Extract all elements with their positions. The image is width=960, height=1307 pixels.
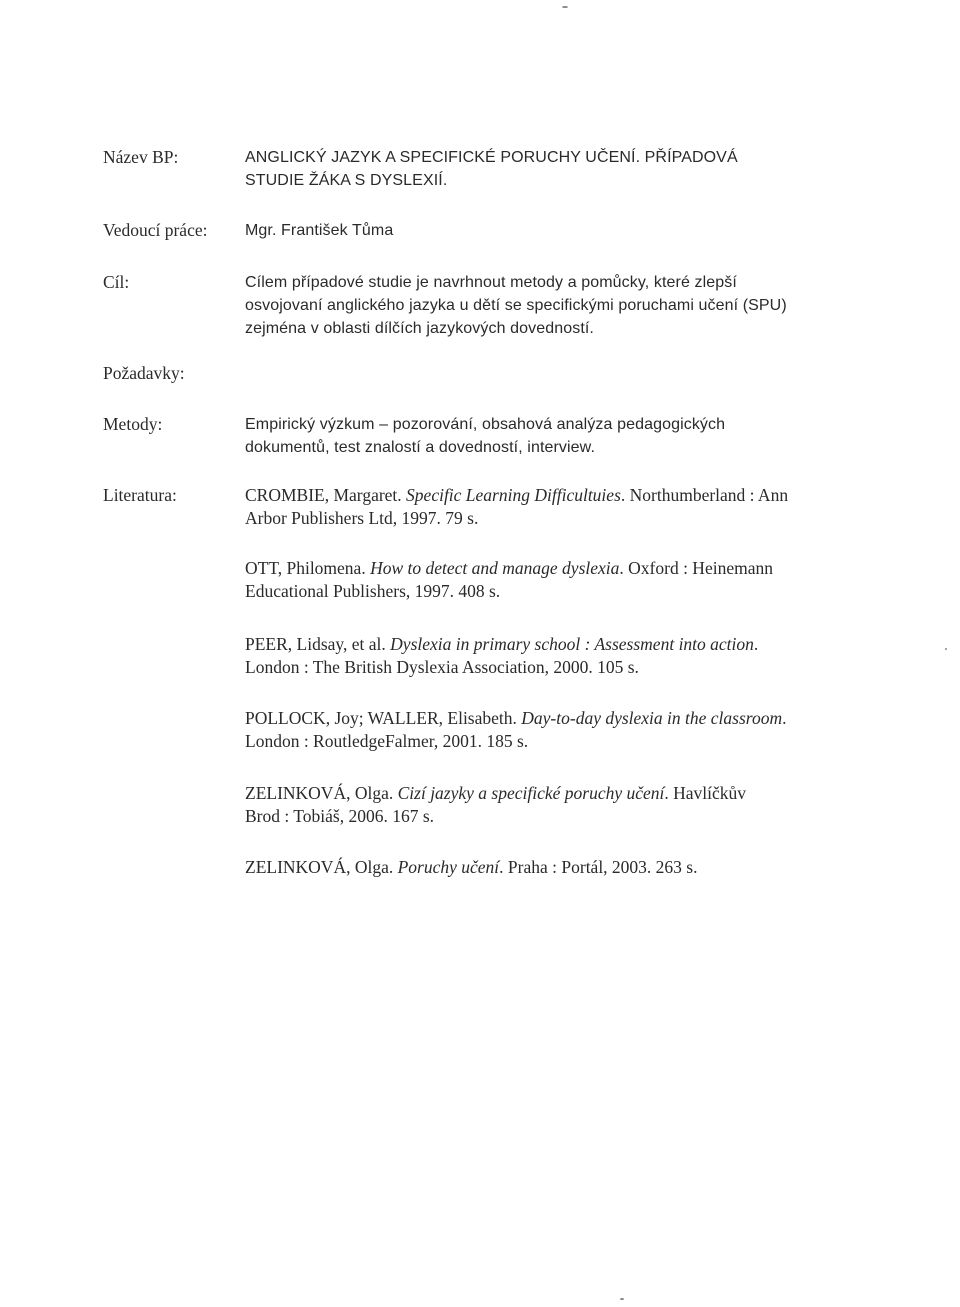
ref-publisher: . bbox=[753, 634, 759, 654]
ref-line2: London : The British Dyslexia Association, 2000. 105 s. bbox=[245, 657, 639, 677]
ref-publisher: . Oxford : Heinemann bbox=[619, 558, 773, 578]
goal-line3: zejména v oblasti dílčích jazykových dovedností. bbox=[245, 320, 594, 337]
ref-publisher: . bbox=[782, 708, 787, 728]
thesis-title bbox=[245, 146, 885, 192]
reference-item bbox=[245, 633, 885, 679]
ref-title: Poruchy učení bbox=[397, 857, 500, 877]
reference-item bbox=[245, 484, 885, 530]
ref-publisher: . Praha : Portál, 2003. 263 s. bbox=[499, 857, 698, 877]
ref-title: Cizí jazyky a specifické poruchy učení bbox=[397, 783, 665, 803]
methods-line1: Empirický výzkum – pozorování, obsahová analýza pedagogických bbox=[245, 416, 726, 433]
methods-text bbox=[245, 413, 885, 459]
label-metody: Metody: bbox=[103, 414, 163, 434]
ref-author: POLLOCK, Joy; WALLER, Elisabeth. bbox=[245, 708, 522, 728]
ref-publisher: . Northumberland : Ann bbox=[620, 485, 789, 505]
ref-author: CROMBIE, Margaret. bbox=[245, 485, 407, 505]
supervisor: Mgr. František Tůma bbox=[245, 222, 394, 239]
scan-speck bbox=[620, 1298, 624, 1300]
scan-speck bbox=[562, 6, 568, 8]
label-literatura: Literatura: bbox=[103, 485, 177, 505]
ref-line2: London : RoutledgeFalmer, 2001. 185 s. bbox=[245, 731, 529, 751]
ref-publisher: . Havlíčkův bbox=[664, 783, 747, 803]
ref-author: OTT, Philomena. bbox=[245, 558, 371, 578]
label-vedouci: Vedoucí práce: bbox=[103, 220, 208, 240]
ref-title: How to detect and manage dyslexia bbox=[370, 558, 620, 578]
reference-item bbox=[245, 557, 885, 603]
ref-title: Specific Learning Difficultuies bbox=[406, 485, 621, 505]
goal-line1: Cílem případové studie je navrhnout metody a pomůcky, které zlepší bbox=[245, 274, 737, 291]
label-pozadavky: Požadavky: bbox=[103, 363, 185, 383]
reference-item bbox=[245, 782, 885, 828]
ref-title: Day-to-day dyslexia in the classroom bbox=[521, 708, 783, 728]
reference-item bbox=[245, 856, 885, 879]
ref-author: ZELINKOVÁ, Olga. bbox=[245, 857, 398, 877]
ref-line2: Educational Publishers, 1997. 408 s. bbox=[245, 581, 501, 601]
label-nazev: Název BP: bbox=[103, 147, 179, 167]
ref-line2: Arbor Publishers Ltd, 1997. 79 s. bbox=[245, 508, 479, 528]
goal-line2: osvojovaní anglického jazyka u dětí se specifickými poruchami učení (SPU) bbox=[245, 297, 787, 314]
scan-speck bbox=[945, 648, 947, 650]
reference-item bbox=[245, 707, 885, 753]
methods-line2: dokumentů, test znalostí a dovedností, interview. bbox=[245, 439, 595, 456]
ref-author: ZELINKOVÁ, Olga. bbox=[245, 783, 398, 803]
ref-title: Dyslexia in primary school : Assessment into action bbox=[390, 634, 754, 654]
ref-author: PEER, Lidsay, et al. bbox=[245, 634, 391, 654]
goal-text bbox=[245, 271, 885, 340]
thesis-title-line2: STUDIE ŽÁKA S DYSLEXIÍ. bbox=[245, 172, 448, 189]
ref-line2: Brod : Tobiáš, 2006. 167 s. bbox=[245, 806, 435, 826]
label-cil: Cíl: bbox=[103, 272, 130, 292]
thesis-title-line1: ANGLICKÝ JAZYK A SPECIFICKÉ PORUCHY UČENÍ. PŘÍPADOVÁ bbox=[245, 149, 738, 166]
